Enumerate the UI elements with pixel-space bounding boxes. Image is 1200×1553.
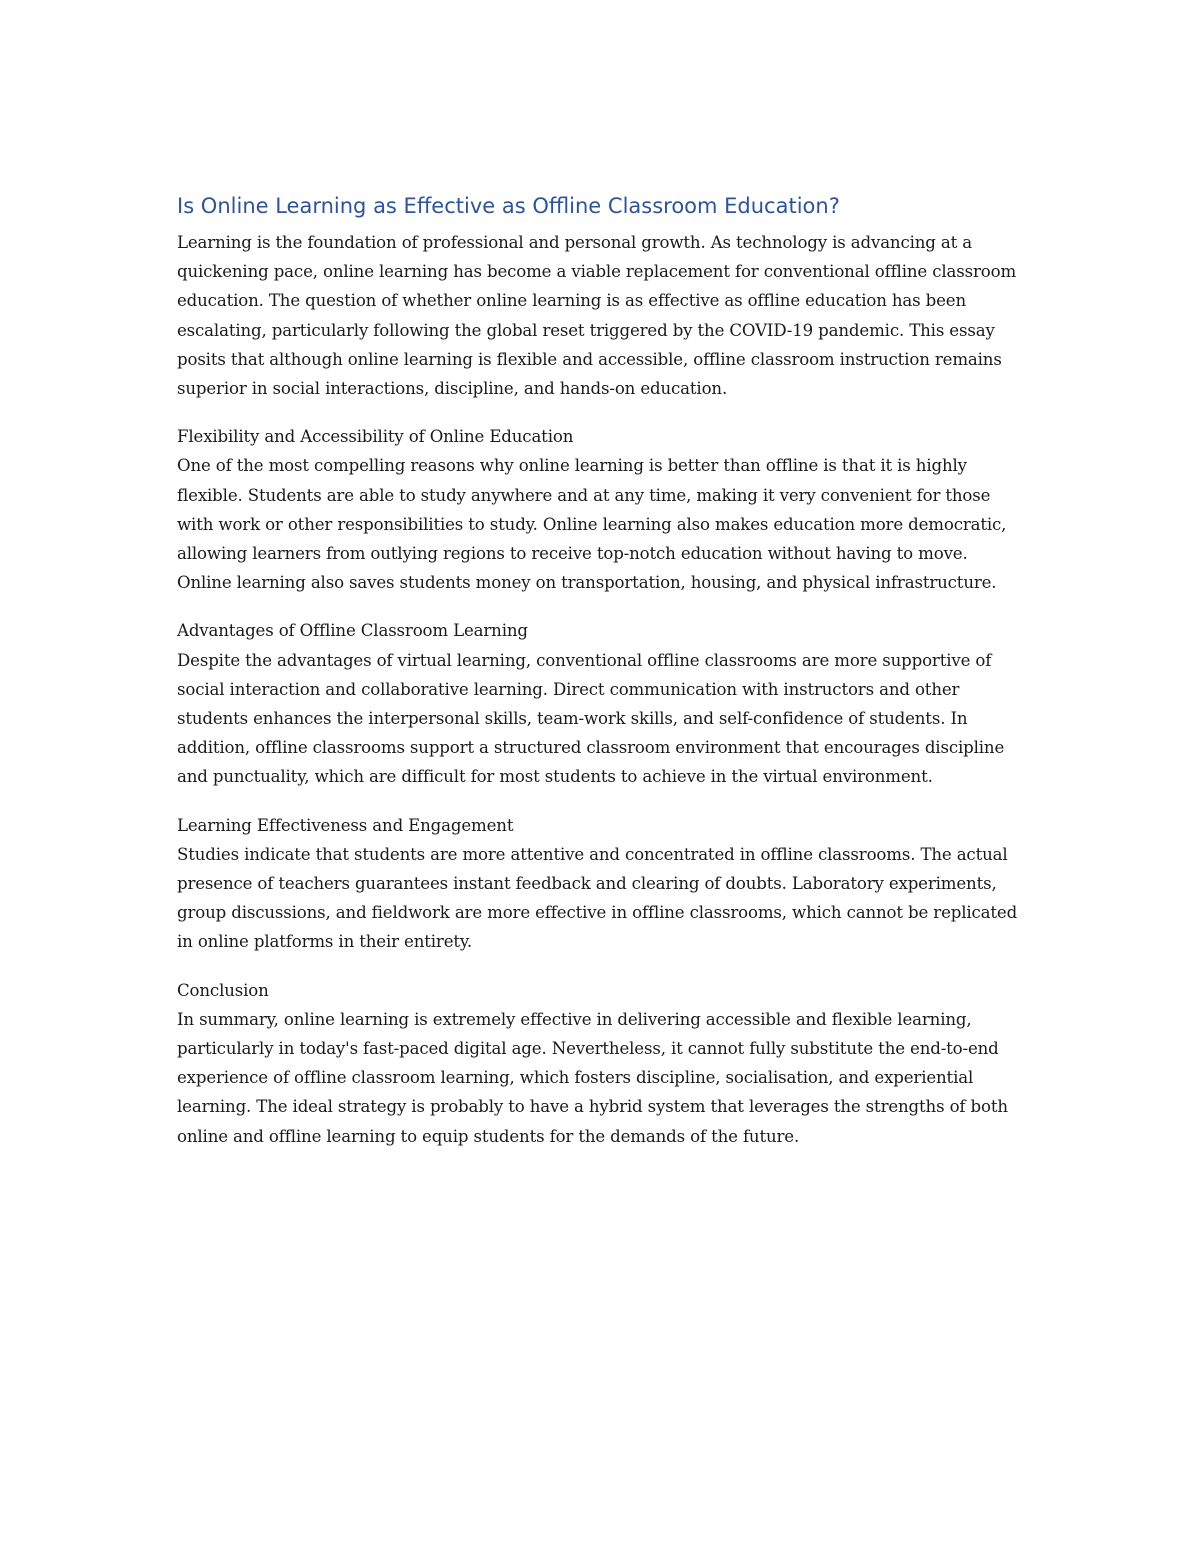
section-heading: Conclusion (177, 980, 269, 1000)
section-heading: Flexibility and Accessibility of Online Education (177, 427, 574, 447)
section-effectiveness (177, 811, 1027, 957)
section-offline-advantages (177, 616, 1027, 791)
document-content (177, 190, 1027, 1151)
section-body: One of the most compelling reasons why online learning is better than offline is that it is highly flexible. Students are able to study anywhere and at any time, making it very convenient for those with work or other responsibilities to study. Online learning also makes education more democratic, allowing learners from outlying regions to receive top-notch education without having to move. Online learning also saves students money on transportation, housing, and physical infrastructure. (177, 456, 1007, 593)
section-flexibility (177, 422, 1027, 597)
document-title: Is Online Learning as Effective as Offline Classroom Education? (177, 194, 840, 218)
section-body: Studies indicate that students are more attentive and concentrated in offline classrooms. The actual presence of teachers guarantees instant feedback and clearing of doubts. Laboratory experiments, group discussions, and fieldwork are more effective in offline classrooms, which cannot be replicated in online platforms in their entirety. (177, 844, 1018, 952)
section-conclusion (177, 976, 1027, 1151)
intro-paragraph: Learning is the foundation of professional and personal growth. As technology is advancing at a quickening pace, online learning has become a viable replacement for conventional offline classroom education. The question of whether online learning is as effective as offline education has been escalating, particularly following the global reset triggered by the COVID-19 pandemic. This essay posits that although online learning is flexible and accessible, offline classroom instruction remains superior in social interactions, discipline, and hands-on education. (177, 233, 1017, 399)
section-heading: Advantages of Offline Classroom Learning (177, 621, 528, 641)
section-body: In summary, online learning is extremely effective in delivering accessible and flexible learning, particularly in today's fast-paced digital age. Nevertheless, it cannot fully substitute the end-to-end experience of offline classroom learning, which fosters discipline, socialisation, and experiential learning. The ideal strategy is probably to have a hybrid system that leverages the strengths of both online and offline learning to equip students for the demands of the future. (177, 1009, 1008, 1146)
section-body: Despite the advantages of virtual learning, conventional offline classrooms are more supportive of social interaction and collaborative learning. Direct communication with instructors and other students enhances the interpersonal skills, team-work skills, and self-confidence of students. In addition, offline classrooms support a structured classroom environment that encourages discipline and punctuality, which are difficult for most students to achieve in the virtual environment. (177, 650, 1005, 787)
section-heading: Learning Effectiveness and Engagement (177, 815, 514, 835)
